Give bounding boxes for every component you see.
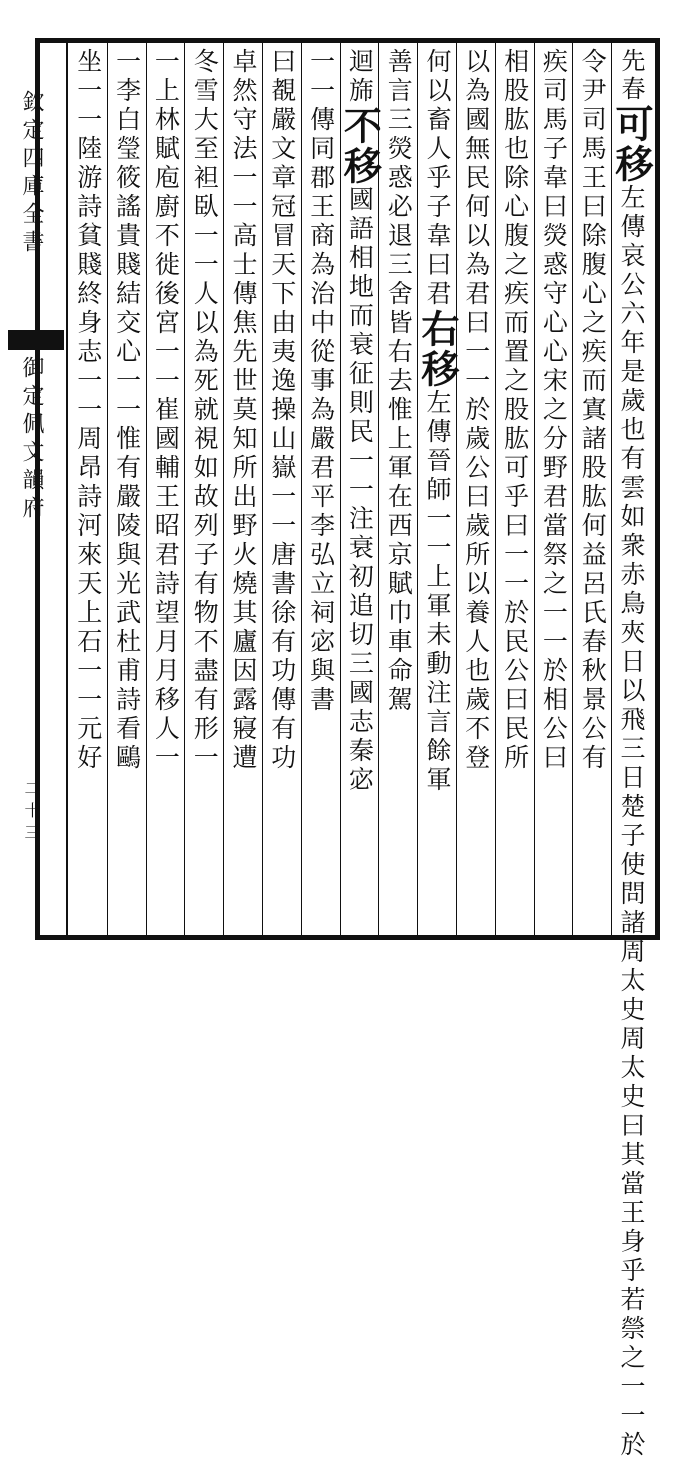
text-column xyxy=(337,48,383,928)
text-column xyxy=(301,48,340,928)
text-column xyxy=(146,48,185,928)
column-text: 一一 xyxy=(306,48,336,106)
column-text: 一上林賦庖廚不徙後宮一一崔國輔王昭君詩望月月移人一 xyxy=(151,48,181,773)
column-text: 疾司馬子韋曰熒惑守心心宋之分野君當祭之一一於相公曰 xyxy=(539,48,569,773)
column-text: 迴旆 xyxy=(345,48,375,106)
book-title: 欽定四庫全書 xyxy=(19,90,44,258)
column-text: 左傳晉師一一上軍未動注言餘軍 xyxy=(422,389,452,795)
text-column xyxy=(495,48,534,928)
column-head: 可移 xyxy=(608,104,654,184)
column-divider xyxy=(572,43,573,935)
text-column xyxy=(572,48,611,928)
column-divider xyxy=(301,43,302,935)
text-column xyxy=(378,48,417,928)
column-divider xyxy=(262,43,263,935)
column-divider xyxy=(534,43,535,935)
column-text: 皆右去惟上軍在西京賦巾車命駕 xyxy=(384,309,414,715)
column-head: 右移 xyxy=(414,309,460,389)
column-divider xyxy=(184,43,185,935)
column-text: 一李白瑩筱謠貴賤結交心一一惟有嚴陵與光武杜甫詩看鷗 xyxy=(112,48,142,773)
column-divider xyxy=(107,43,108,935)
column-text: 傳同郡王商為治中從事為嚴君平李弘立祠宓與書 xyxy=(306,106,336,715)
column-text: 令尹司馬王曰除腹心之疾而寘諸股肱何益呂氏春秋景公有 xyxy=(578,48,608,773)
text-column xyxy=(107,48,146,928)
text-column xyxy=(68,48,107,928)
column-text: 坐一一陸游詩貧賤終身志一一周昂詩河來天上石一一元好 xyxy=(73,48,103,773)
column-divider xyxy=(146,43,147,935)
text-column xyxy=(223,48,262,928)
column-text: 冬雪大至袒臥一一人以為死就視如故列子有物不盡有形一 xyxy=(190,48,220,773)
text-column xyxy=(608,48,654,1460)
column-divider xyxy=(223,43,224,935)
column-text: 左傳哀公六年是歲也有雲如衆赤鳥夾日以飛三日楚子使問諸周太史周太史曰其當王身乎若禜之一一於 xyxy=(616,184,646,1460)
column-divider xyxy=(495,43,496,935)
column-text: 善言三熒惑必退三舍 xyxy=(384,48,414,309)
column-text: 相股肱也除心腹之疾而置之股肱可乎曰一一於民公曰民所 xyxy=(500,48,530,773)
column-text: 曰覩嚴文章冠冒天下由夷逸操山嶽一一唐書徐有功傳有功 xyxy=(267,48,297,773)
text-column xyxy=(184,48,223,928)
column-text: 卓然守法一一高士傳焦先世莫知所出野火燒其廬因露寢遭 xyxy=(228,48,258,773)
text-column xyxy=(534,48,573,928)
column-head-small: 先春 xyxy=(616,48,645,104)
column-text: 何以畜人乎子韋曰君 xyxy=(422,48,452,309)
column-divider xyxy=(340,43,341,935)
column-divider xyxy=(611,43,612,935)
text-column xyxy=(262,48,301,928)
column-text: 國語相地而衰征則民一一注衰初追切三國志秦宓 xyxy=(345,186,375,795)
text-column xyxy=(456,48,495,928)
column-divider xyxy=(456,43,457,935)
page-number: 二十三 xyxy=(22,780,41,846)
column-text: 以為國無民何以為君曰一一於歲公曰歲所以養人也歲不登 xyxy=(461,48,491,773)
column-head: 不移 xyxy=(337,106,383,186)
column-divider xyxy=(417,43,418,935)
text-column xyxy=(414,48,460,928)
section-title: 御定佩文韻府 xyxy=(19,356,44,524)
